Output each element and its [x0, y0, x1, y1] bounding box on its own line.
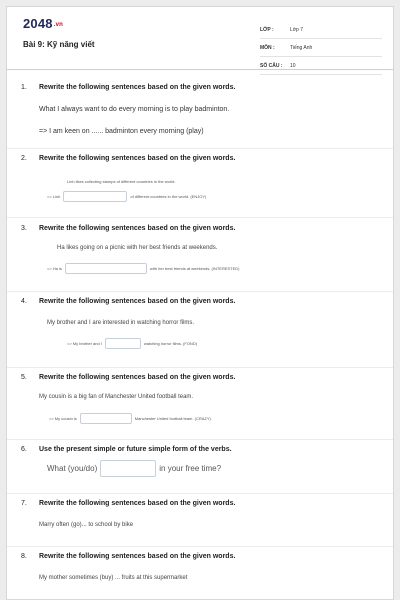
- answer-suffix: in your free time?: [159, 464, 222, 473]
- question-sentence: What I always want to do every morning is to play badminton.: [39, 106, 230, 113]
- answer-prefix: => My brother and I: [67, 341, 102, 346]
- prompt-text: Use the present simple or future simple form of the verbs.: [39, 446, 232, 453]
- question-sentence: My brother and I are interested in watching horror films.: [47, 320, 195, 326]
- prompt-text: Rewrite the following sentences based on the given words.: [39, 374, 236, 381]
- answer-row: [47, 263, 240, 274]
- answer-line: => I am keen on ...... badminton every morning (play): [39, 128, 204, 135]
- logo-suffix: .vn: [53, 22, 64, 28]
- prompt-text: Rewrite the following sentences based on the given words.: [39, 225, 236, 232]
- prompt-text: Rewrite the following sentences based on the given words.: [39, 155, 236, 162]
- question-number: 5.: [21, 374, 27, 381]
- meta-row-subject: [260, 40, 382, 57]
- question-prompt: [21, 155, 235, 162]
- worksheet-page: [6, 6, 394, 600]
- divider: [7, 546, 394, 547]
- answer-prefix: => Ha is: [47, 266, 62, 271]
- answer-input[interactable]: [80, 413, 132, 424]
- question-number: 1.: [21, 84, 27, 91]
- lesson-title: Bài 9: Kỹ năng viết: [23, 40, 95, 49]
- answer-input[interactable]: [105, 338, 141, 349]
- meta-value: 10: [290, 63, 296, 69]
- question-number: 6.: [21, 446, 27, 453]
- prompt-text: Rewrite the following sentences based on the given words.: [39, 500, 236, 507]
- logo-text: 2048: [23, 16, 53, 31]
- answer-prefix: => Linh: [47, 194, 61, 199]
- answer-row: [47, 191, 206, 202]
- meta-label: MÔN :: [260, 45, 275, 51]
- question-prompt: [21, 84, 235, 91]
- answer-row: [49, 413, 211, 424]
- divider: [7, 148, 394, 149]
- question-prompt: [21, 553, 235, 560]
- question-number: 7.: [21, 500, 27, 507]
- question-sentence: My cousin is a big fan of Manchester United football team.: [39, 394, 194, 400]
- question-prompt: [21, 298, 235, 305]
- divider: [7, 291, 394, 292]
- answer-row: [47, 460, 221, 477]
- prompt-text: Rewrite the following sentences based on the given words.: [39, 553, 236, 560]
- divider: [7, 367, 394, 368]
- meta-value: Lớp 7: [290, 27, 304, 33]
- divider: [7, 439, 394, 440]
- answer-suffix: Manchester United football team. (CRAZY): [134, 416, 211, 421]
- question-sentence: Marry often (go)... to school by bike: [39, 522, 134, 528]
- question-number: 8.: [21, 553, 27, 560]
- question-sentence: Ha likes going on a picnic with her best friends at weekends.: [57, 245, 218, 251]
- question-prompt: [21, 446, 232, 453]
- divider: [7, 217, 394, 218]
- answer-input[interactable]: [63, 191, 127, 202]
- prompt-text: Rewrite the following sentences based on the given words.: [39, 84, 236, 91]
- question-prompt: [21, 225, 235, 232]
- meta-label: SỐ CÂU :: [260, 63, 283, 69]
- divider: [7, 493, 394, 494]
- answer-prefix: What (you/do): [47, 464, 98, 473]
- meta-row-count: [260, 58, 382, 75]
- question-number: 2.: [21, 155, 27, 162]
- answer-suffix: with her best friends at weekends. (INTERESTED): [149, 266, 240, 271]
- prompt-text: Rewrite the following sentences based on the given words.: [39, 298, 236, 305]
- answer-prefix: => My cousin is: [49, 416, 77, 421]
- answer-suffix: of different countries in the world. (ENJOY): [130, 194, 207, 199]
- worksheet-header: [7, 7, 393, 70]
- meta-row-class: [260, 22, 382, 39]
- question-number: 3.: [21, 225, 27, 232]
- question-prompt: [21, 374, 235, 381]
- answer-row: [67, 338, 197, 349]
- answer-input[interactable]: [65, 263, 147, 274]
- question-sentence: Linh likes collecting stamps of different countries in the world.: [67, 179, 176, 184]
- answer-suffix: watching horror films. (FOND): [143, 341, 198, 346]
- meta-info: [260, 22, 382, 76]
- question-sentence: My mother sometimes (buy) ... fruits at this supermarket: [39, 575, 188, 581]
- site-logo[interactable]: [23, 16, 63, 31]
- meta-value: Tiếng Anh: [290, 45, 313, 51]
- meta-label: LỚP :: [260, 27, 274, 33]
- question-prompt: [21, 500, 235, 507]
- answer-input[interactable]: [100, 460, 156, 477]
- question-number: 4.: [21, 298, 27, 305]
